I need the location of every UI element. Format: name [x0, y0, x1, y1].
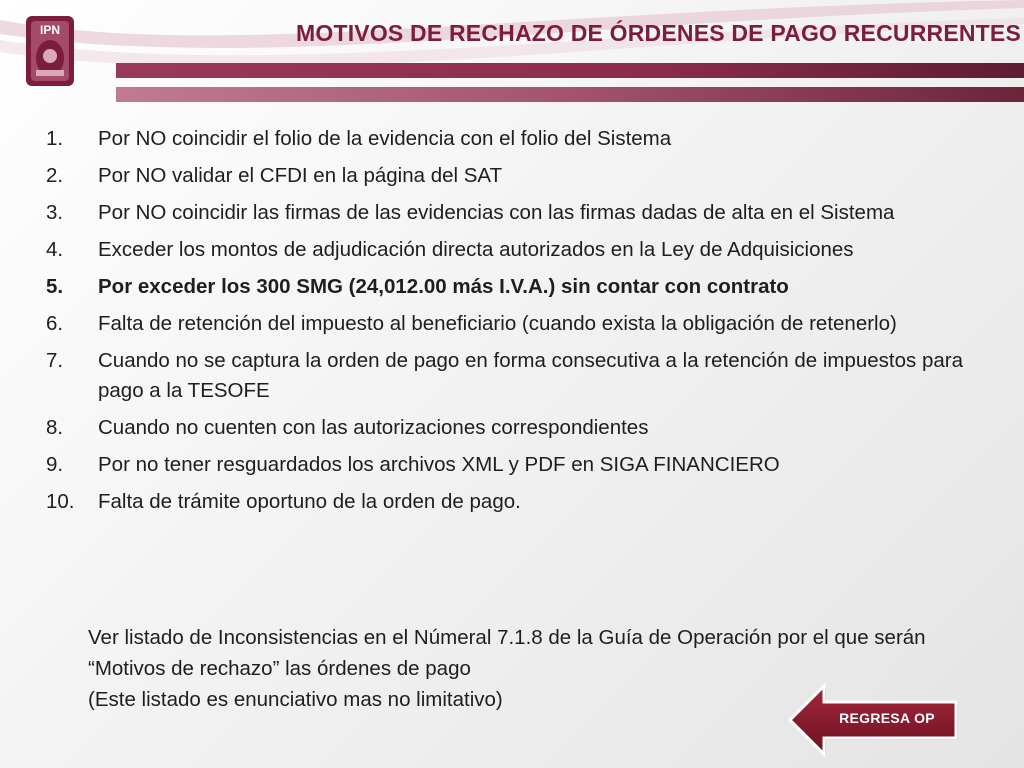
list-item-number: 5. — [46, 275, 64, 298]
list-item — [46, 487, 976, 517]
list-item-number: 6. — [46, 312, 64, 335]
list-item-text: Falta de trámite oportuno de la orden de pago. — [98, 490, 521, 513]
list-item — [46, 346, 976, 406]
list-item-text: Por no tener resguardados los archivos XML y PDF en SIGA FINANCIERO — [98, 453, 780, 476]
header-bar-bottom — [116, 87, 1024, 102]
list-item-number: 2. — [46, 164, 64, 187]
regresa-op-button[interactable] — [788, 682, 960, 758]
list-item — [46, 124, 976, 154]
list-item-number: 4. — [46, 238, 64, 261]
list-item-text: Por NO coincidir el folio de la evidencia con el folio del Sistema — [98, 127, 672, 150]
list-item — [46, 413, 976, 443]
list-item-number: 8. — [46, 416, 64, 439]
rejection-reasons-list — [46, 124, 976, 524]
list-item — [46, 309, 976, 339]
note-reference: Ver listado de Inconsistencias en el Númeral 7.1.8 de la Guía de Operación por el que serán “Motivos de rechazo” las órdenes de pago — [88, 626, 926, 680]
list-item-text: Exceder los montos de adjudicación directa autorizados en la Ley de Adquisiciones — [98, 238, 854, 261]
ipn-logo-icon — [22, 12, 78, 90]
list-item-text: Falta de retención del impuesto al beneficiario (cuando exista la obligación de retenerlo) — [98, 312, 897, 335]
list-item — [46, 450, 976, 480]
list-item-text: Por NO validar el CFDI en la página del SAT — [98, 164, 503, 187]
list-item-highlighted — [46, 272, 976, 302]
list-item-text: Cuando no se captura la orden de pago en forma consecutiva a la retención de impuestos para pago a la TESOFE — [98, 349, 963, 402]
list-item — [46, 235, 976, 265]
regresa-op-label: REGRESA OP — [839, 710, 935, 726]
list-item-text: Por exceder los 300 SMG (24,012.00 más I.V.A.) sin contar con contrato — [98, 275, 789, 298]
logo-text: IPN — [39, 23, 61, 37]
list-item — [46, 198, 976, 228]
list-item-number: 9. — [46, 453, 64, 476]
page-title: MOTIVOS DE RECHAZO DE ÓRDENES DE PAGO RECURRENTES — [296, 20, 1022, 46]
list-item-number: 3. — [46, 201, 64, 224]
list-item-text: Por NO coincidir las firmas de las evidencias con las firmas dadas de alta en el Sistema — [98, 201, 895, 224]
list-item-text: Cuando no cuenten con las autorizaciones correspondientes — [98, 416, 649, 439]
list-item — [46, 161, 976, 191]
list-item-number: 10. — [46, 490, 75, 513]
note-disclaimer: (Este listado es enunciativo mas no limitativo) — [88, 688, 503, 711]
header-bar-top — [116, 63, 1024, 78]
list-item-number: 1. — [46, 127, 64, 150]
list-item-number: 7. — [46, 349, 64, 372]
